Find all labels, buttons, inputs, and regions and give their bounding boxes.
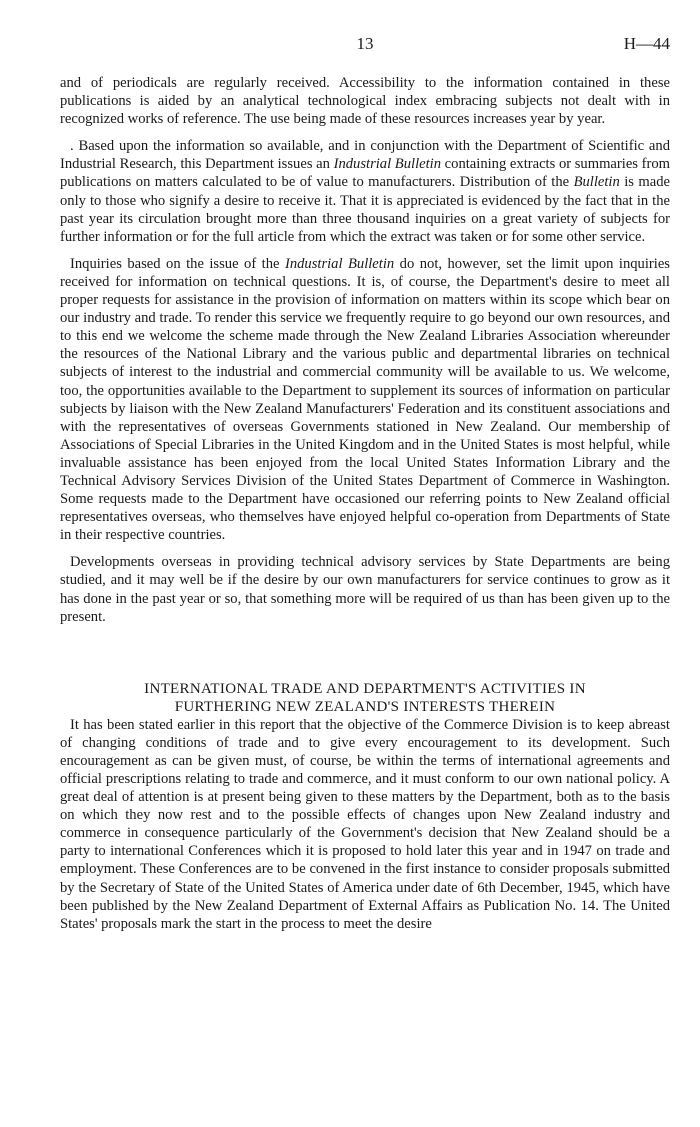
- document-code: H—44: [623, 34, 670, 53]
- section-heading: [60, 680, 670, 716]
- section-heading-line-1: INTERNATIONAL TRADE AND DEPARTMENT'S ACTIVITIES IN: [144, 680, 586, 697]
- text-run: and of periodicals are regularly received. Accessibility to the information contained in these publications is aided by an analytical technological index embracing subjects not dealt with in recognized works of reference. The use being made of these resources increases year by year.: [60, 75, 670, 128]
- body-text: [60, 74, 670, 626]
- body-paragraph: [60, 74, 670, 128]
- text-run: Developments overseas in providing technical advisory services by State Departments are being studied, and it may well be if the desire by our own manufacturers for service continues to grow as it has done in the past year or so, that something more will be required of us than has been given up to the present.: [60, 554, 670, 625]
- page-header: [60, 34, 670, 56]
- section-heading-line-2: FURTHERING NEW ZEALAND'S INTERESTS THEREIN: [174, 698, 556, 715]
- document-page: [60, 34, 670, 942]
- text-run: . Based upon the information so available, and in conjunction with the Department of Scientific and Industrial Research, this Department issues an: [60, 138, 670, 173]
- text-run: is made only to those who signify a desire to receive it. That it is appreciated is evidenced by the fact that in the past year its circulation brought more than three thousand inquiries on a great variety of subjects for further information or for the full article from which the extract was taken or for some other service.: [60, 174, 670, 245]
- body-paragraph: [60, 553, 670, 625]
- italic-title: Industrial Bulletin: [333, 156, 442, 173]
- italic-title: Industrial Bulletin: [284, 255, 395, 272]
- section-paragraph: It has been stated earlier in this report that the objective of the Commerce Division is to keep abreast of changing conditions of trade and to give every encouragement to its development. Such encouragement as can be given must, of course, be within the terms of international agreements and official prescriptions relating to trade and commerce, and it must conform to our own national policy. A great deal of attention is at present being given to these matters by the Department, both as to the basis on which they now rest and to the possible effects of changes upon New Zealand industry and commerce in consequence particularly of the Government's decision that New Zealand should be a party to international Conferences which it is proposed to hold later this year and in 1947 on trade and employment. These Conferences are to be convened in the first instance to consider proposals submitted by the Secretary of State of the United States of America under date of 6th December, 1945, which have been published by the New Zealand Department of External Affairs as Publication No. 14. The United States' proposals mark the start in the process to meet the desire: [60, 716, 670, 932]
- body-paragraph: [60, 137, 670, 246]
- text-run: Inquiries based on the issue of the: [70, 255, 285, 272]
- text-run: containing extracts or summaries from publications on matters calculated to be of value to manufacturers. Distribution of the: [60, 156, 670, 191]
- page-number: 13: [356, 34, 374, 53]
- italic-title: Bulletin: [573, 174, 620, 191]
- body-paragraph: [60, 255, 670, 545]
- text-run: do not, however, set the limit upon inquiries received for information on technical questions. It is, of course, the Department's desire to meet all proper requests for assistance in the provision of information on matters within its scope which bear on our industry and trade. To render this service we frequently require to go beyond our own resources, and to this end we welcome the scheme made through the New Zealand Libraries Association whereunder the resources of the National Library and the various public and departmental libraries on technical subjects of interest to the industrial and commercial community will be available to us. We welcome, too, the opportunities available to the Department to supplement its sources of information on particular subjects by liaison with the New Zealand Manufacturers' Federation and its constituent associations and with the representatives of overseas Governments stationed in New Zealand. Our membership of Associations of Special Libraries in the United Kingdom and in the United States is most helpful, while invaluable assistance has been enjoyed from the local United States Information Library and the Technical Advisory Services Division of the United States Department of Commerce in Washington. Some requests made to the Department have occasioned our referring points to New Zealand official representatives overseas, who themselves have enjoyed helpful co-operation from Departments of State in their respective countries.: [60, 255, 670, 544]
